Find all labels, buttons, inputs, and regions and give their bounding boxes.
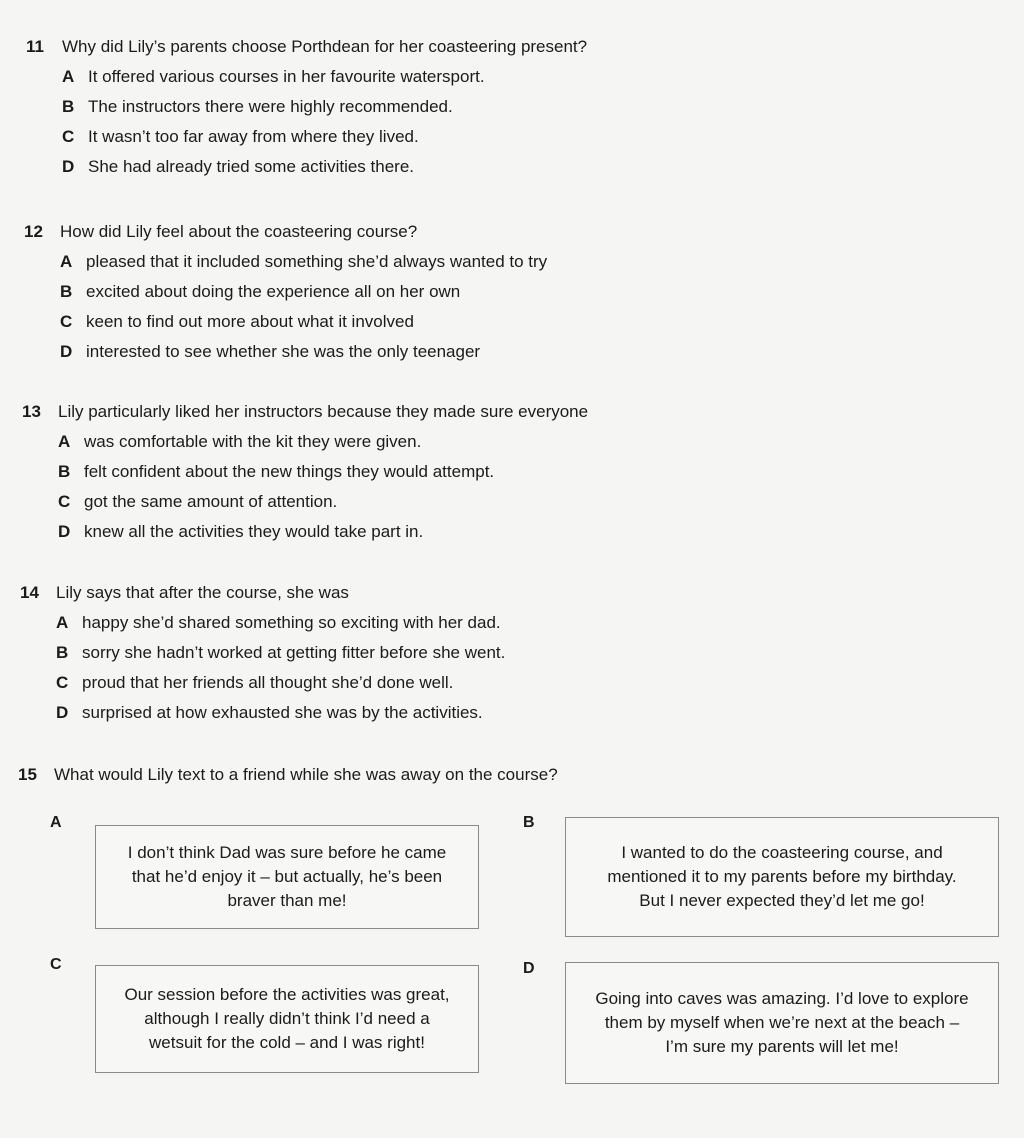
box-line: them by myself when we’re next at the beach – (604, 1013, 960, 1032)
option-text: got the same amount of attention. (84, 492, 338, 511)
option-c[interactable] (56, 668, 505, 698)
question-stem (26, 32, 587, 62)
option-text: interested to see whether she was the only teenager (86, 342, 481, 361)
option-text: sorry she hadn’t worked at getting fitter before she went. (82, 643, 506, 662)
option-b[interactable] (58, 457, 588, 487)
option-letter: D (62, 157, 75, 176)
box-letter-a: A (50, 814, 62, 831)
option-list (58, 427, 588, 547)
option-letter: C (56, 673, 69, 692)
option-d[interactable] (58, 517, 588, 547)
option-c[interactable] (58, 487, 588, 517)
question-stem (20, 578, 505, 608)
option-letter: D (60, 342, 73, 361)
option-b[interactable] (62, 92, 587, 122)
option-text: It offered various courses in her favourite watersport. (88, 67, 485, 86)
option-letter: A (58, 432, 71, 451)
option-text: happy she’d shared something so exciting with her dad. (82, 613, 501, 632)
option-text: knew all the activities they would take part in. (84, 522, 424, 541)
option-text: keen to find out more about what it involved (86, 312, 414, 331)
question-13 (22, 397, 588, 547)
question-number: 15 (18, 765, 37, 784)
question-15 (18, 760, 558, 790)
option-c[interactable] (60, 307, 547, 337)
box-line: I’m sure my parents will let me! (665, 1037, 899, 1056)
question-text: Lily particularly liked her instructors because they made sure everyone (58, 402, 589, 421)
text-box-b[interactable] (565, 817, 999, 937)
option-b[interactable] (60, 277, 547, 307)
option-text: She had already tried some activities there. (88, 157, 415, 176)
question-12 (24, 217, 547, 367)
option-text: excited about doing the experience all on her own (86, 282, 461, 301)
box-letter-d: D (523, 960, 535, 977)
question-number: 13 (22, 402, 41, 421)
question-11 (26, 32, 587, 182)
text-box-c[interactable] (95, 965, 479, 1073)
box-line: But I never expected they’d let me go! (639, 891, 925, 910)
question-14 (20, 578, 505, 728)
question-text: What would Lily text to a friend while she was away on the course? (54, 765, 558, 784)
option-text: surprised at how exhausted she was by the activities. (82, 703, 483, 722)
option-letter: C (60, 312, 73, 331)
box-line: mentioned it to my parents before my birthday. (607, 867, 957, 886)
question-number: 11 (26, 37, 44, 56)
option-letter: A (56, 613, 69, 632)
option-letter: B (56, 643, 69, 662)
box-line: wetsuit for the cold – and I was right! (149, 1033, 425, 1052)
box-line: I don’t think Dad was sure before he came (127, 843, 447, 862)
box-line: I wanted to do the coasteering course, and (621, 843, 943, 862)
question-stem (18, 760, 558, 790)
option-list (62, 62, 587, 182)
text-box-a[interactable] (95, 825, 479, 929)
option-text: The instructors there were highly recommended. (88, 97, 453, 116)
option-list (60, 247, 547, 367)
box-line: Going into caves was amazing. I’d love to explore (595, 989, 969, 1008)
option-text: It wasn’t too far away from where they lived. (88, 127, 419, 146)
box-letter-b: B (523, 814, 535, 831)
option-list (56, 608, 505, 728)
box-line: braver than me! (227, 891, 347, 910)
option-letter: C (62, 127, 75, 146)
option-letter: B (60, 282, 73, 301)
option-text: was comfortable with the kit they were given. (84, 432, 422, 451)
option-d[interactable] (62, 152, 587, 182)
question-text: How did Lily feel about the coasteering course? (60, 222, 418, 241)
option-letter: C (58, 492, 71, 511)
option-a[interactable] (56, 608, 505, 638)
box-line: although I really didn’t think I’d need a (144, 1009, 430, 1028)
option-letter: A (62, 67, 75, 86)
question-stem (24, 217, 547, 247)
box-letter-c: C (50, 956, 62, 973)
question-text: Lily says that after the course, she was (56, 583, 349, 602)
question-number: 14 (20, 583, 39, 602)
box-line: that he’d enjoy it – but actually, he’s been (131, 867, 443, 886)
option-d[interactable] (60, 337, 547, 367)
text-box-d[interactable] (565, 962, 999, 1084)
option-b[interactable] (56, 638, 505, 668)
option-c[interactable] (62, 122, 587, 152)
option-letter: B (58, 462, 71, 481)
option-letter: B (62, 97, 75, 116)
option-d[interactable] (56, 698, 505, 728)
question-stem (22, 397, 588, 427)
option-letter: D (58, 522, 71, 541)
box-line: Our session before the activities was great, (124, 985, 450, 1004)
option-text: felt confident about the new things they would attempt. (84, 462, 495, 481)
question-text: Why did Lily’s parents choose Porthdean for her coasteering present? (62, 37, 588, 56)
option-letter: A (60, 252, 73, 271)
option-a[interactable] (58, 427, 588, 457)
option-a[interactable] (60, 247, 547, 277)
question-number: 12 (24, 222, 43, 241)
option-a[interactable] (62, 62, 587, 92)
option-letter: D (56, 703, 69, 722)
option-text: pleased that it included something she’d always wanted to try (86, 252, 548, 271)
option-text: proud that her friends all thought she’d done well. (82, 673, 454, 692)
